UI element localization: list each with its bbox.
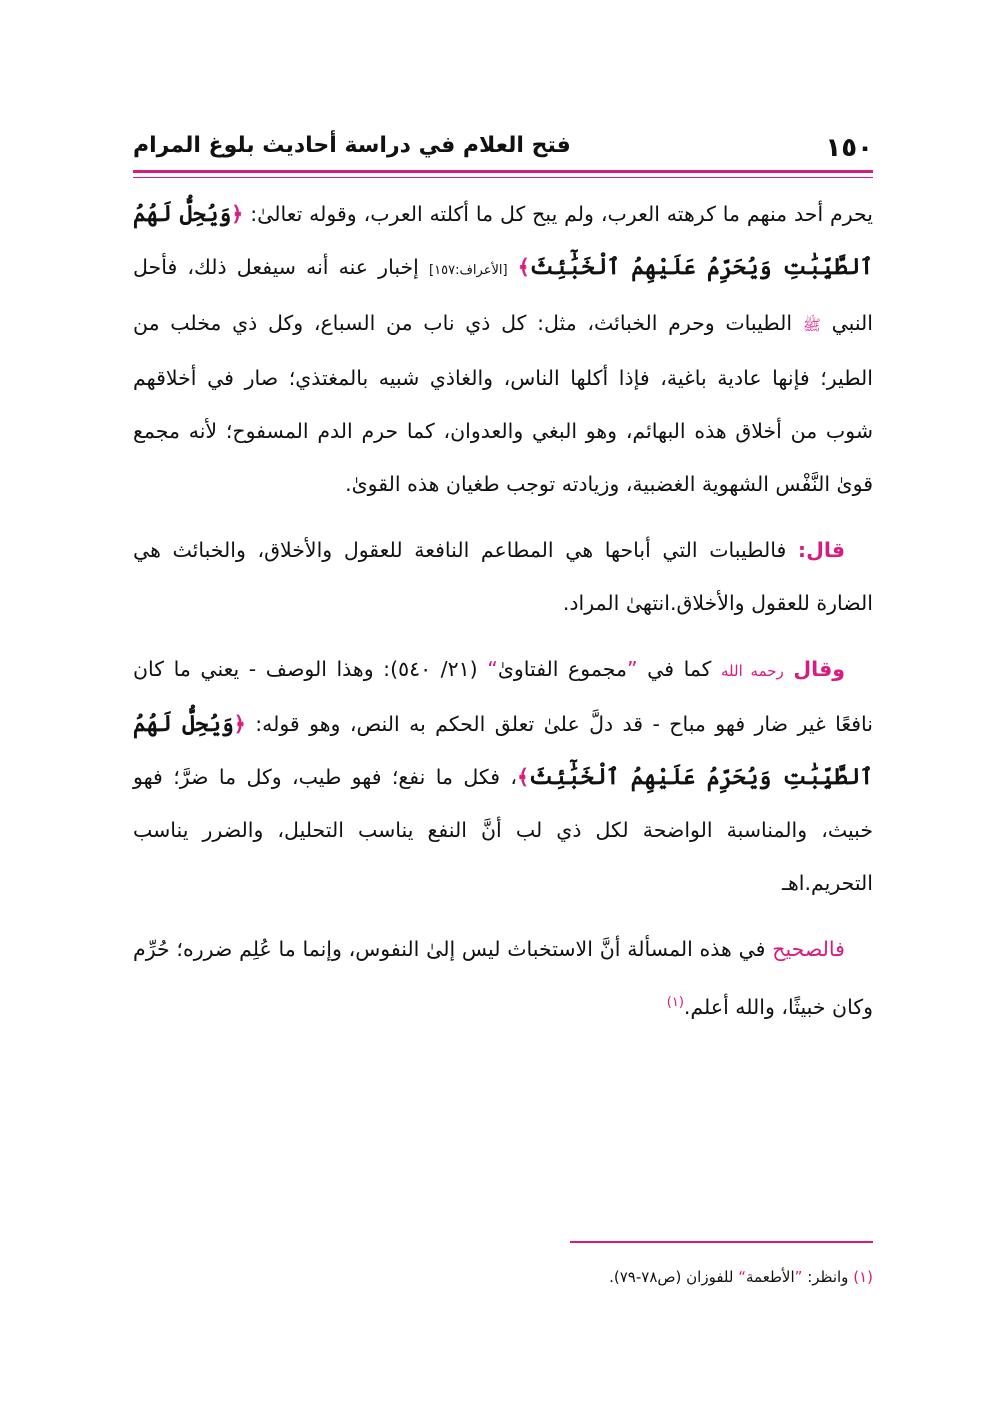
page-number: ١٥٠	[825, 133, 873, 163]
quran-verse-2: وَيُحِلُّ لَهُمُ ٱلطَّيِّبَٰتِ وَيُحَرِّمُ عَلَيْهِمُ ٱلْخَبَٰٓئِثَ	[133, 711, 873, 790]
main-text	[133, 188, 873, 1034]
quran-verse: وَيُحِلُّ لَهُمُ ٱلطَّيِّبَٰتِ وَيُحَرِّمُ عَلَيْهِمُ ٱلْخَبَٰٓئِثَ	[133, 201, 873, 280]
header-rule-thin	[133, 177, 873, 178]
footnote-book: الأطعمة	[746, 1268, 795, 1286]
honorific-salawat: ﷺ	[802, 316, 821, 334]
waqala-label: وقال	[793, 657, 845, 681]
p3-text-2: (٢١/ ٥٤٠): وهذا الوصف - يعني ما كان نافعًا غير ضار فهو مباح - قد دلَّ علىٰ تعلق الحكم به النص، وهو قوله:	[133, 657, 873, 736]
honorific-rahimahullah: رحمه الله	[721, 662, 784, 680]
footnote-quote-open: ”	[794, 1268, 803, 1286]
p3-text-1: كما في	[647, 657, 712, 681]
qala-label: قال:	[797, 538, 845, 562]
verse-close-brace-2: ﴾	[517, 765, 530, 789]
verse-reference: [الأعراف:١٥٧]	[429, 263, 508, 278]
paragraph-3	[133, 643, 873, 910]
header-rule-thick	[133, 170, 873, 173]
footnote	[133, 1265, 873, 1289]
p2-text: فالطيبات التي أباحها هي المطاعم النافعة للعقول والأخلاق، والخبائث هي الضارة للعقول والأخلاق.انتهىٰ المراد.	[133, 538, 873, 615]
p3-text-3: ، فكل ما نفع؛ فهو طيب، وكل ما ضرَّ؛ فهو خبيث، والمناسبة الواضحة لكل ذي لب أنَّ النفع يناسب التحليل، والضرر يناسب التحريم.اهـ	[133, 765, 873, 895]
footnote-reference[interactable]: (١)	[666, 995, 684, 1010]
quote-open: ”	[626, 657, 638, 681]
verse-open-brace: ﴿	[231, 202, 244, 226]
p4-text: في هذه المسألة أنَّ الاستخباث ليس إلىٰ النفوس، وإنما ما عُلِم ضرره؛ حُرِّم وكان خبيثًا، والله أعلم.	[133, 937, 873, 1019]
verse-open-brace-2: ﴿	[233, 712, 246, 736]
verse-close-brace: ﴾	[517, 255, 530, 279]
book-title: مجموع الفتاوىٰ	[497, 657, 627, 681]
footnote-number: (١)	[853, 1268, 873, 1286]
quote-close: “	[487, 657, 498, 681]
paragraph-1	[133, 188, 873, 511]
footnote-text-1: وانظر:	[807, 1268, 849, 1286]
footnote-rule	[570, 1241, 873, 1243]
sahih-label: فالصحيح	[772, 937, 845, 961]
paragraph-4	[133, 923, 873, 1034]
p1-text-1: يحرم أحد منهم ما كرهته العرب، ولم يبح كل ما أكلته العرب، وقوله تعالىٰ:	[250, 202, 873, 226]
paragraph-2	[133, 524, 873, 630]
p1-text-2: إخبار عنه أنه سيفعل ذلك، فأحل النبي	[133, 255, 873, 335]
footnote-quote-close: “	[738, 1268, 747, 1286]
p1-text-3: الطيبات وحرم الخبائث، مثل: كل ذي ناب من السباع، وكل ذي مخلب من الطير؛ فإنها عادية باغية، فإذا أكلها الناس، والغاذي شبيه بالمغتذي؛ صار في أخلاقهم شوب من أخلاق هذه البهائم، وهو البغي والعدوان، كما حرم الدم المسفوح؛ لأنه مجمع قوىٰ النَّفْس الشهوية الغضبية، وزيادته توجب طغيان هذه القوىٰ.	[133, 311, 873, 496]
footnote-text-2: للفوزان (ص٧٨-٧٩).	[609, 1268, 734, 1286]
running-title: فتح العلام في دراسة أحاديث بلوغ المرام	[133, 133, 571, 158]
page-header	[133, 127, 873, 175]
